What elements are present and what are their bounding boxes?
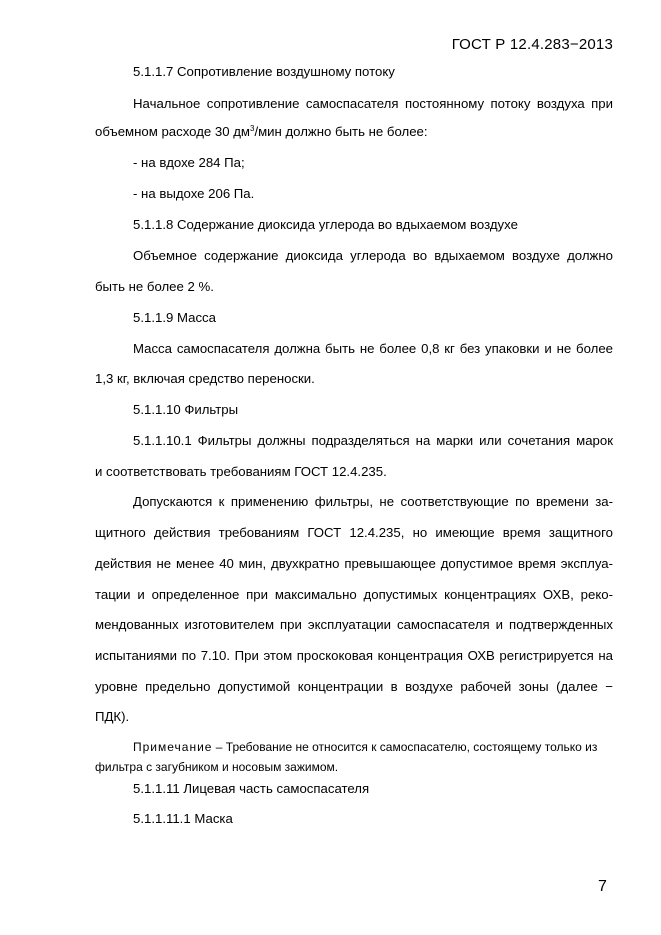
paragraph-line: уровне предельно допустимой концентрации в воздухе рабочей зоны (далее − (95, 679, 613, 694)
paragraph-line: действия не менее 40 мин, двухкратно превышающее допустимое время эксплуа- (95, 556, 613, 571)
list-item: - на вдохе 284 Па; (133, 155, 245, 170)
note-line: фильтра с загубником и носовым зажимом. (95, 760, 339, 774)
page-number: 7 (598, 878, 607, 895)
paragraph-line: ПДК). (95, 709, 130, 724)
paragraph-line: щитного действия требованиям ГОСТ 12.4.235, но имеющие время защитного (95, 525, 613, 540)
paragraph-line: Масса самоспасателя должна быть не более 0,8 кг без упаковки и не более (133, 341, 613, 356)
note-line: Примечание – Требование не относится к самоспасателю, состоящему только из (133, 740, 598, 754)
section-5-1-1-11-title: 5.1.1.11 Лицевая часть самоспасателя (133, 781, 370, 796)
paragraph-line: испытаниями по 7.10. При этом проскоковая концентрация ОХВ регистрируется на (95, 648, 613, 663)
paragraph-line: Допускаются к применению фильтры, не соответствующие по времени за- (133, 494, 613, 509)
paragraph-line: и соответствовать требованиям ГОСТ 12.4.235. (95, 464, 387, 479)
note-label: Примечание (133, 740, 213, 754)
paragraph-line: быть не более 2 %. (95, 279, 214, 294)
section-5-1-1-11-1-title: 5.1.1.11.1 Маска (133, 811, 233, 826)
paragraph-line: 1,3 кг, включая средство переноски. (95, 371, 315, 386)
section-5-1-1-10-title: 5.1.1.10 Фильтры (133, 402, 239, 417)
paragraph-line: Объемное содержание диоксида углерода во вдыхаемом воздухе должно (133, 248, 613, 263)
superscript: 3 (249, 124, 255, 133)
paragraph-line: тации и определенное при максимально допустимых концентрациях ОХВ, реко- (95, 587, 613, 602)
paragraph-line: объемном расходе 30 $дм^3$/мин должно быть не более: (95, 124, 428, 139)
section-5-1-1-8-title: 5.1.1.8 Содержание диоксида углерода во вдыхаемом воздухе (133, 217, 518, 232)
section-5-1-1-7-title: 5.1.1.7 Сопротивление воздушному потоку (133, 64, 395, 79)
paragraph-line: Начальное сопротивление самоспасателя постоянному потоку воздуха при (133, 96, 613, 111)
list-item: - на выдохе 206 Па. (133, 186, 255, 201)
document-header: ГОСТ Р 12.4.283−2013 (451, 36, 613, 53)
paragraph-line: мендованных изготовителем при эксплуатации самоспасателя и подтвержденных (95, 617, 613, 632)
section-5-1-1-9-title: 5.1.1.9 Масса (133, 310, 216, 325)
paragraph-line: 5.1.1.10.1 Фильтры должны подразделяться на марки или сочетания марок (133, 433, 613, 448)
